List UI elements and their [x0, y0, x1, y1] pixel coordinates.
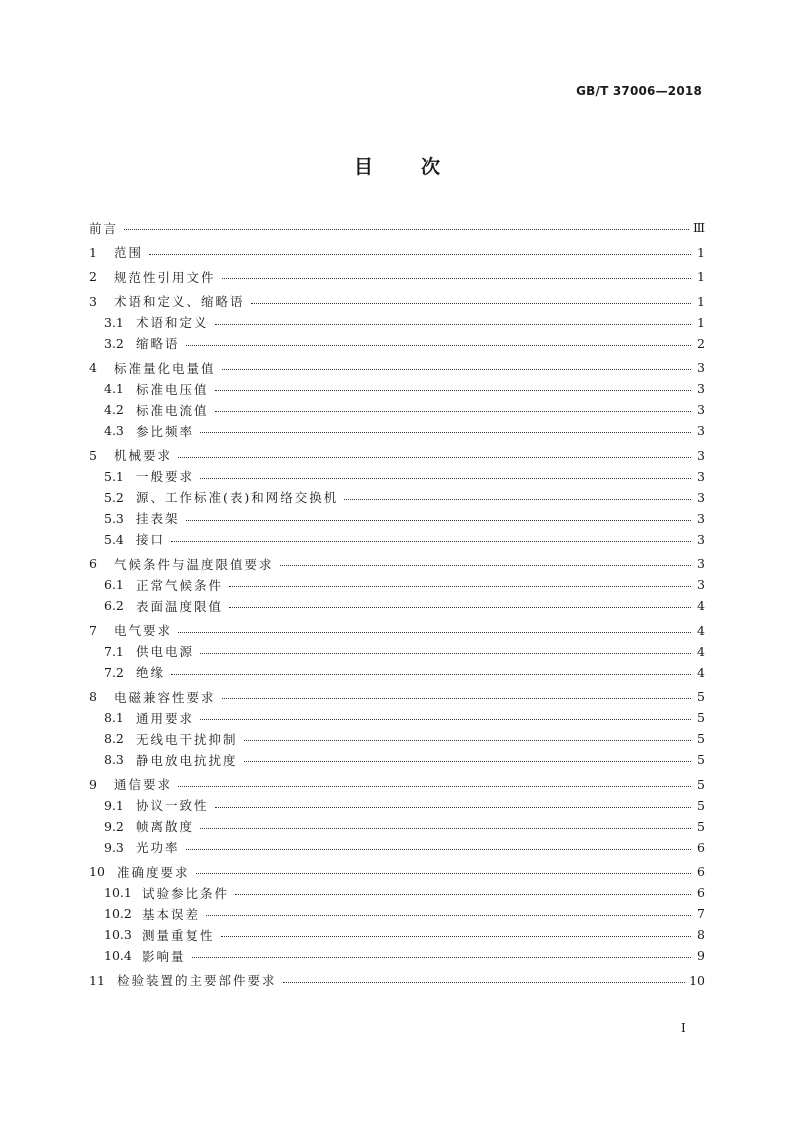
dot-leader [235, 894, 691, 895]
dot-leader [178, 457, 691, 458]
toc-entry-number: 6.2 [104, 598, 124, 613]
toc-entry-title: 规范性引用文件 [114, 269, 216, 285]
toc-entry-title: 测量重复性 [142, 927, 215, 943]
toc-entry-number: 4.1 [104, 381, 124, 396]
toc-entry[interactable] [89, 795, 705, 816]
toc-entry-title: 基本误差 [142, 906, 201, 922]
toc-entry-title: 标准量化电量值 [114, 360, 216, 376]
toc-entry-number: 5.3 [104, 510, 124, 526]
toc-entry-title: 静电放电抗扰度 [136, 752, 238, 768]
toc-entry-page: 3 [697, 531, 705, 547]
toc-entry-title: 范围 [114, 245, 144, 260]
toc-entry[interactable] [89, 882, 705, 903]
toc-entry-number: 3.2 [104, 335, 124, 351]
toc-entry-page: 6 [697, 885, 705, 900]
dot-leader [124, 229, 689, 230]
dot-leader [215, 411, 691, 412]
dot-leader [344, 499, 691, 500]
toc-entry-number: 10.2 [104, 906, 132, 921]
toc-entry-page: 3 [697, 402, 705, 417]
toc-entry[interactable] [89, 333, 705, 354]
toc-entry[interactable] [89, 466, 705, 487]
toc-entry-title: 标准电流值 [136, 402, 209, 418]
toc-entry-page: 5 [697, 710, 705, 725]
toc-entry-number: 4.3 [104, 423, 124, 438]
toc-entry-page: 4 [697, 622, 705, 638]
dot-leader [244, 761, 691, 762]
toc-title [0, 152, 794, 179]
toc-entry[interactable] [89, 508, 705, 529]
dot-leader [222, 369, 691, 370]
toc-entry[interactable] [89, 574, 705, 595]
dot-leader [200, 478, 691, 479]
toc-entry[interactable] [89, 662, 705, 683]
toc-entry-number: 9 [89, 776, 97, 792]
toc-entry-title: 通用要求 [136, 710, 195, 726]
toc-entry-number: 9.2 [104, 818, 124, 834]
toc-entry[interactable] [89, 266, 705, 287]
toc-entry-page: 3 [697, 423, 705, 438]
toc-entry-title: 绝缘 [136, 665, 166, 680]
toc-entry-number: 2 [89, 269, 97, 284]
toc-entry-page: 3 [697, 381, 705, 396]
toc-entry-title: 影响量 [142, 948, 186, 964]
toc-entry-page: 4 [697, 643, 705, 659]
toc-entry-page: 3 [697, 447, 705, 463]
toc-entry[interactable] [89, 749, 705, 770]
toc-title-char: 目 [353, 156, 373, 178]
toc-entry-number: 8.3 [104, 752, 124, 767]
toc-entry[interactable] [89, 970, 705, 991]
toc-entry-page: 7 [697, 906, 705, 921]
toc-entry[interactable] [89, 242, 705, 263]
toc-entry-title: 源、工作标准(表)和网络交换机 [136, 490, 339, 505]
toc-entry-title: 帧离散度 [136, 819, 195, 834]
toc-entry-title: 无线电干扰抑制 [136, 731, 238, 747]
toc-entry-page: 1 [697, 314, 705, 330]
toc-entry[interactable] [89, 357, 705, 378]
toc-entry-title: 检验装置的主要部件要求 [117, 973, 277, 988]
dot-leader [280, 565, 691, 566]
toc-entry-page: 6 [697, 864, 705, 879]
dot-leader [171, 674, 691, 675]
toc-entry[interactable] [89, 837, 705, 858]
dot-leader [186, 520, 691, 521]
toc-entry-title: 前言 [89, 220, 119, 236]
dot-leader [244, 740, 691, 741]
toc-entry[interactable] [89, 217, 705, 238]
toc-entry-title: 协议一致性 [136, 798, 209, 813]
toc-entry-number: 5 [89, 447, 97, 463]
toc-entry[interactable] [89, 399, 705, 420]
toc-entry-page: Ⅲ [692, 220, 705, 235]
toc-entry-number: 6 [89, 556, 97, 571]
toc-entry[interactable] [89, 595, 705, 616]
toc-entry-title: 机械要求 [114, 448, 173, 463]
toc-entry[interactable] [89, 903, 705, 924]
toc-entry[interactable] [89, 291, 705, 312]
dot-leader [221, 936, 691, 937]
dot-leader [200, 653, 691, 654]
toc-entry-title: 缩略语 [136, 336, 180, 351]
toc-entry-title: 电气要求 [114, 623, 173, 638]
toc-entry-number: 8.1 [104, 710, 124, 725]
dot-leader [283, 982, 686, 983]
toc-entry-page: 4 [697, 664, 705, 680]
toc-entry-title: 一般要求 [136, 469, 195, 484]
dot-leader [229, 586, 691, 587]
toc-entry-page: 4 [697, 598, 705, 613]
toc-entry-title: 正常气候条件 [136, 577, 224, 593]
toc-entry-page: 5 [697, 776, 705, 792]
toc-entry-number: 7.1 [104, 643, 124, 659]
toc-entry-page: 5 [697, 689, 705, 704]
dot-leader [178, 786, 691, 787]
toc-entry-title: 参比频率 [136, 423, 195, 439]
toc-entry-page: 3 [697, 510, 705, 526]
toc-entry[interactable] [89, 620, 705, 641]
toc-entry-page: 5 [697, 818, 705, 834]
toc-entry[interactable] [89, 707, 705, 728]
toc-entry-title: 光功率 [136, 840, 180, 855]
table-of-contents [89, 217, 705, 991]
toc-entry[interactable] [89, 420, 705, 441]
toc-entry-title: 电磁兼容性要求 [114, 689, 216, 705]
toc-entry[interactable] [89, 529, 705, 550]
toc-entry[interactable] [89, 487, 705, 508]
toc-entry-title: 试验参比条件 [142, 885, 230, 901]
toc-entry-page: 3 [697, 360, 705, 375]
toc-entry-number: 5.2 [104, 489, 124, 505]
toc-entry-number: 4.2 [104, 402, 124, 417]
toc-entry[interactable] [89, 861, 705, 882]
toc-entry-page: 1 [697, 269, 705, 284]
dot-leader [186, 849, 691, 850]
toc-entry-title: 通信要求 [114, 777, 173, 792]
toc-entry-number: 1 [89, 244, 97, 260]
toc-entry-page: 3 [697, 468, 705, 484]
toc-entry-title: 供电电源 [136, 644, 195, 659]
toc-entry-number: 5.1 [104, 468, 124, 484]
toc-entry-number: 8.2 [104, 731, 124, 746]
toc-entry[interactable] [89, 816, 705, 837]
toc-entry-title: 标准电压值 [136, 381, 209, 397]
dot-leader [215, 807, 691, 808]
toc-entry-page: 1 [697, 244, 705, 260]
toc-entry-page: 3 [697, 556, 705, 571]
toc-entry-number: 3 [89, 293, 97, 309]
dot-leader [215, 324, 691, 325]
dot-leader [178, 632, 691, 633]
toc-entry-number: 9.1 [104, 797, 124, 813]
toc-entry[interactable] [89, 445, 705, 466]
standard-code: GB/T 37006—2018 [576, 84, 702, 98]
dot-leader [196, 873, 691, 874]
dot-leader [200, 828, 691, 829]
toc-entry-number: 9.3 [104, 839, 124, 855]
dot-leader [222, 698, 691, 699]
dot-leader [206, 915, 691, 916]
toc-entry-page: 8 [697, 927, 705, 942]
toc-entry[interactable] [89, 378, 705, 399]
toc-title-char: 次 [421, 156, 441, 178]
dot-leader [229, 607, 691, 608]
toc-entry-page: 2 [697, 335, 705, 351]
dot-leader [200, 432, 691, 433]
dot-leader [186, 345, 691, 346]
toc-entry-title: 接口 [136, 532, 166, 547]
toc-entry-number: 6.1 [104, 577, 124, 592]
toc-entry-title: 表面温度限值 [136, 598, 224, 614]
dot-leader [192, 957, 691, 958]
toc-entry-title: 准确度要求 [117, 864, 190, 880]
toc-entry-page: 3 [697, 489, 705, 505]
toc-entry[interactable] [89, 774, 705, 795]
toc-entry-page: 10 [689, 972, 705, 988]
dot-leader [251, 303, 691, 304]
dot-leader [200, 719, 691, 720]
dot-leader [215, 390, 691, 391]
toc-entry-page: 3 [697, 577, 705, 592]
toc-entry[interactable] [89, 924, 705, 945]
dot-leader [149, 254, 691, 255]
toc-entry-number: 7 [89, 622, 97, 638]
page-folio: I [681, 1021, 686, 1035]
toc-entry-number: 11 [89, 972, 105, 988]
toc-entry[interactable] [89, 312, 705, 333]
toc-entry-page: 5 [697, 797, 705, 813]
toc-entry-number: 5.4 [104, 531, 124, 547]
toc-entry[interactable] [89, 945, 705, 966]
toc-entry-number: 3.1 [104, 314, 124, 330]
toc-entry-number: 4 [89, 360, 97, 375]
toc-entry-title: 术语和定义、缩略语 [114, 294, 245, 309]
toc-entry-page: 9 [697, 948, 705, 963]
toc-entry-number: 10.4 [104, 948, 132, 963]
toc-entry-number: 10.1 [104, 885, 132, 900]
toc-entry-title: 气候条件与温度限值要求 [114, 556, 274, 572]
toc-entry-page: 6 [697, 839, 705, 855]
toc-entry-title: 术语和定义 [136, 315, 209, 330]
dot-leader [222, 278, 691, 279]
toc-entry[interactable] [89, 686, 705, 707]
toc-entry[interactable] [89, 553, 705, 574]
toc-entry-number: 8 [89, 689, 97, 704]
toc-entry[interactable] [89, 641, 705, 662]
toc-entry-number: 10 [89, 864, 105, 879]
toc-entry-page: 1 [697, 293, 705, 309]
toc-entry-page: 5 [697, 731, 705, 746]
toc-entry-title: 挂表架 [136, 511, 180, 526]
toc-entry-number: 7.2 [104, 664, 124, 680]
dot-leader [171, 541, 691, 542]
toc-entry-page: 5 [697, 752, 705, 767]
toc-entry-number: 10.3 [104, 927, 132, 942]
toc-entry[interactable] [89, 728, 705, 749]
